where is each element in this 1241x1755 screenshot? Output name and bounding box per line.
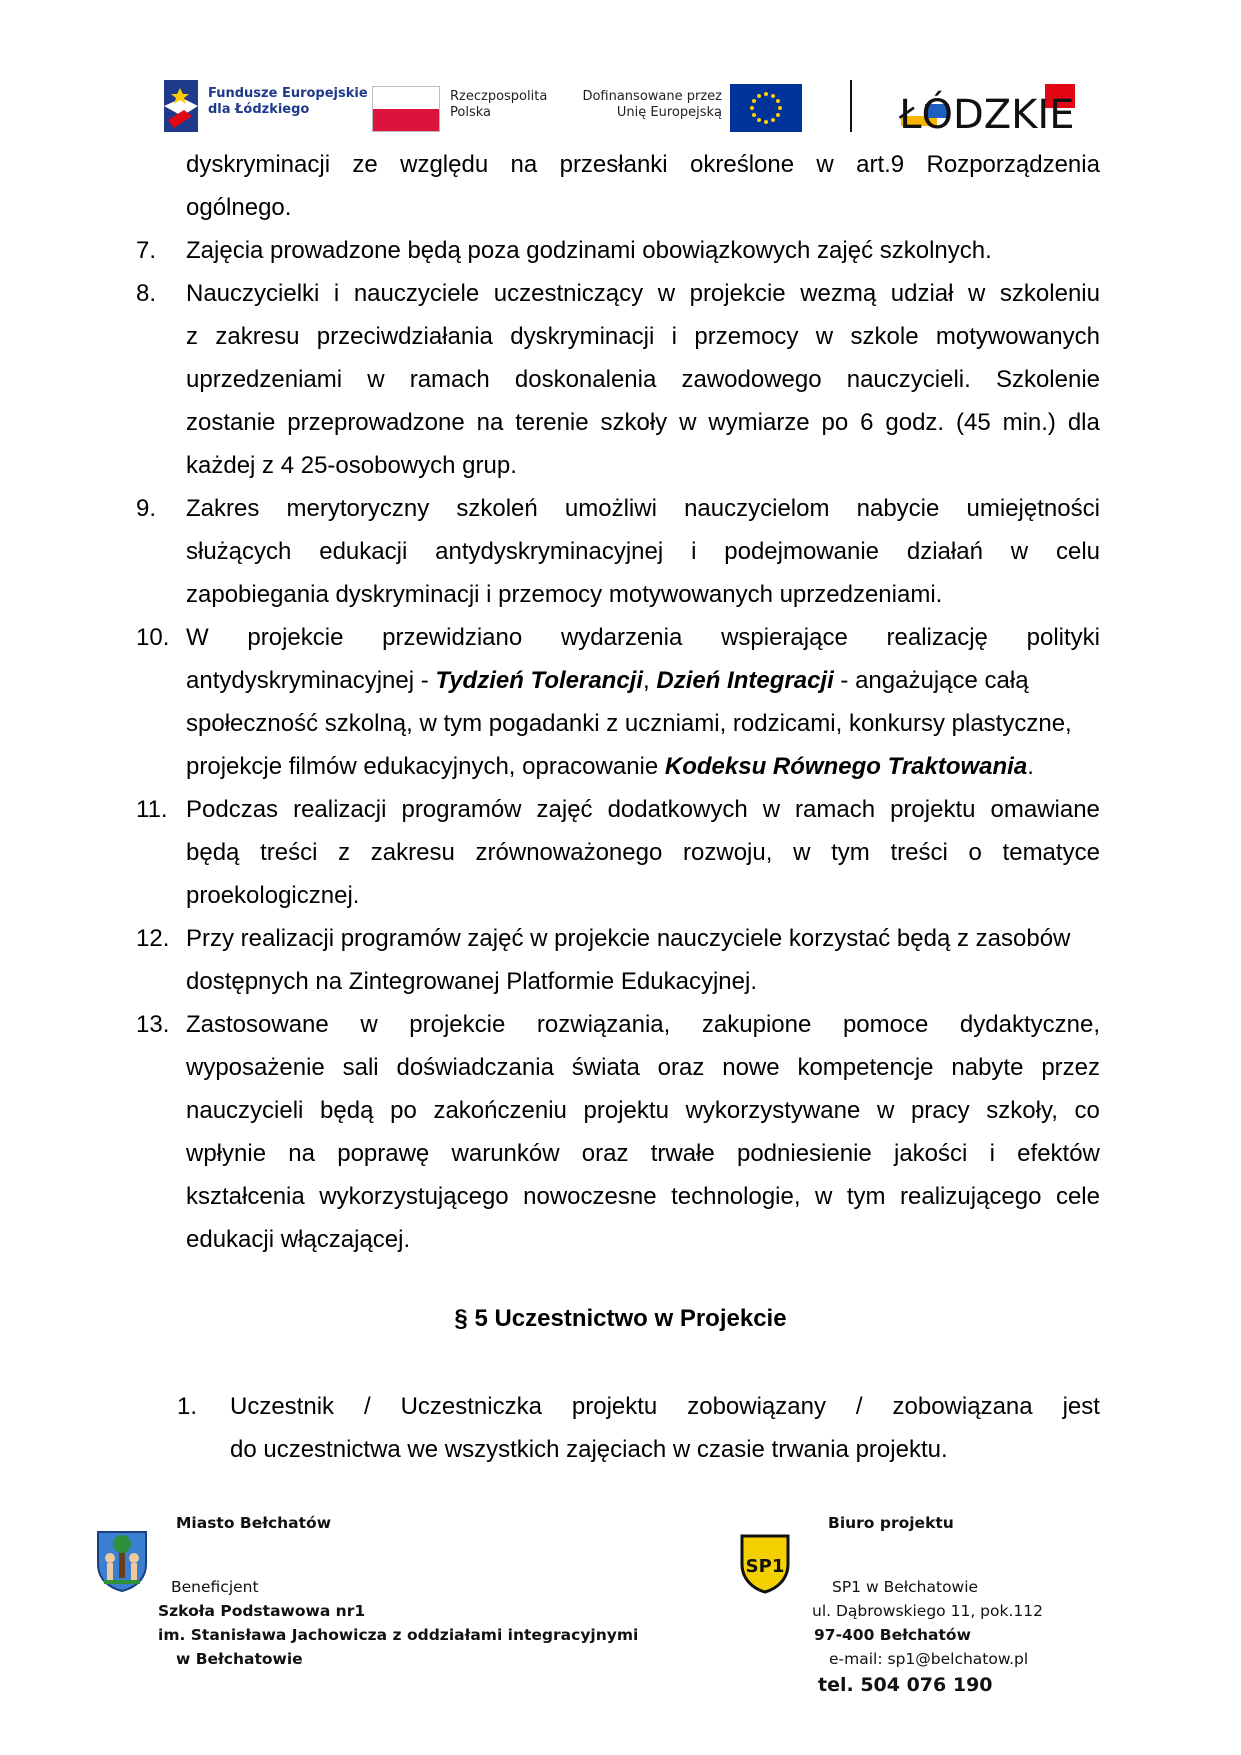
sp1-badge-text: SP1 xyxy=(745,1556,785,1577)
header-logo-strip xyxy=(160,72,1080,142)
section-5-item-1 xyxy=(175,1385,1100,1428)
item-8-line-5: każdej z 4 25-osobowych grup. xyxy=(186,452,517,479)
item-9-line-2: służących edukacji antydyskryminacyjnej i podejmowanie działań w celu xyxy=(186,538,1100,565)
item-11-line-2: będą treści z zakresu zrównoważonego rozwoju, w tym treści o tematyce xyxy=(186,839,1100,866)
item-9-line-3: zapobiegania dyskryminacji i przemocy motywowanych uprzedzeniami. xyxy=(186,581,943,608)
footer-office-phone: tel. 504 076 190 xyxy=(818,1674,993,1696)
european-funds-text xyxy=(208,86,368,118)
list-item-10 xyxy=(130,616,1100,659)
footer-school-name: Szkoła Podstawowa nr1 xyxy=(158,1602,366,1620)
eu-flag xyxy=(730,84,802,132)
item-8-line-2: z zakresu przeciwdziałania dyskryminacji i przemocy w szkole motywowanych xyxy=(186,323,1100,350)
header-divider xyxy=(850,80,852,132)
item-8-line-3: uprzedzeniami w ramach doskonalenia zawodowego nauczycieli. Szkolenie xyxy=(186,366,1100,393)
fe-text-line2: dla Łódzkiego xyxy=(208,102,310,117)
item-13-line-5: kształcenia wykorzystującego nowoczesne technologie, w tym realizującego cele xyxy=(186,1183,1100,1210)
sp1-school-badge-icon xyxy=(740,1534,790,1594)
item-12-line-2: dostępnych na Zintegrowanej Platformie Edukacyjnej. xyxy=(186,968,757,995)
poland-flag xyxy=(372,86,440,132)
item-number: 10. xyxy=(136,624,170,651)
rzeczpospolita-text xyxy=(450,89,547,121)
rp-text-line1: Rzeczpospolita xyxy=(450,89,548,104)
item-text: Przy realizacji programów zajęć w projekcie nauczyciele korzystać będą z zasobów xyxy=(186,925,1071,952)
footer-office-school: SP1 w Bełchatowie xyxy=(832,1578,979,1596)
item-number: 1. xyxy=(177,1393,198,1420)
footer-school-patron: im. Stanisława Jachowicza z oddziałami integracyjnymi xyxy=(158,1626,639,1644)
list-item-11 xyxy=(130,788,1100,831)
section-5-title: § 5 Uczestnictwo w Projekcie xyxy=(454,1305,787,1332)
footer-school-city: w Bełchatowie xyxy=(176,1650,303,1668)
item-number: 11. xyxy=(136,796,168,823)
item-number: 9. xyxy=(136,495,157,522)
section-5-list xyxy=(175,1385,1100,1471)
kodeks-rownego-traktowania: Kodeksu Równego Traktowania xyxy=(664,753,1028,780)
item-10-line-2: antydyskryminacyjnej - Tydzień Tolerancji, Dzień Integracji - angażujące całą xyxy=(186,667,1029,694)
list-item-9 xyxy=(130,487,1100,530)
continuation-line-1 xyxy=(130,143,1100,186)
footer-office-heading: Biuro projektu xyxy=(828,1514,954,1532)
fe-text-line1: Fundusze Europejskie xyxy=(208,86,368,101)
item-text: Zajęcia prowadzone będą poza godzinami obowiązkowych zajęć szkolnych. xyxy=(186,237,992,264)
item-13-line-6: edukacji włączającej. xyxy=(186,1226,411,1253)
item-number: 13. xyxy=(136,1011,170,1038)
footer-city-heading: Miasto Bełchatów xyxy=(176,1514,332,1532)
continuation-words: dyskryminacji ze względu na przesłanki określone w art.9 Rozporządzenia xyxy=(186,151,1100,178)
belchatow-crest-icon xyxy=(96,1530,148,1592)
continuation-line-2: ogólnego. xyxy=(186,194,292,221)
item-number: 8. xyxy=(136,280,157,307)
item-8-line-4: zostanie przeprowadzone na terenie szkoły w wymiarze po 6 godz. (45 min.) dla xyxy=(186,409,1100,436)
eu-text-line1: Dofinansowane przez xyxy=(582,89,722,104)
dzien-integracji: Dzień Integracji xyxy=(656,667,834,694)
item-text: Podczas realizacji programów zajęć dodatkowych w ramach projektu omawiane xyxy=(186,796,1100,823)
eu-text-line2: Unię Europejską xyxy=(616,105,722,120)
item-text: W projekcie przewidziano wydarzenia wspierające realizację polityki xyxy=(186,624,1100,651)
item-13-line-2: wyposażenie sali doświadczania świata oraz nowe kompetencje nabyte przez xyxy=(186,1054,1100,1081)
lodzkie-logo xyxy=(895,78,1085,138)
item-10-line-3: społeczność szkolną, w tym pogadanki z uczniami, rodzicami, konkursy plastyczne, xyxy=(186,710,1072,737)
list-item-13 xyxy=(130,1003,1100,1046)
section-5-item-1-line-2: do uczestnictwa we wszystkich zajęciach w czasie trwania projektu. xyxy=(230,1436,948,1463)
list-item-7 xyxy=(130,229,1100,272)
footer-office-email: e-mail: sp1@belchatow.pl xyxy=(829,1650,1029,1668)
footer-beneficiary-label: Beneficjent xyxy=(171,1578,259,1596)
tydzien-tolerancji: Tydzień Tolerancji xyxy=(435,667,644,694)
footer-office-address: ul. Dąbrowskiego 11, pok.112 xyxy=(812,1602,1043,1620)
item-number: 12. xyxy=(136,925,170,952)
item-text: Uczestnik / Uczestniczka projektu zobowiązany / zobowiązana jest xyxy=(230,1393,1100,1420)
item-text: Nauczycielki i nauczyciele uczestniczący w projekcie wezmą udział w szkoleniu xyxy=(186,280,1100,307)
footer-office-postcode: 97-400 Bełchatów xyxy=(814,1626,971,1644)
list-item-12 xyxy=(130,917,1100,960)
item-11-line-3: proekologicznej. xyxy=(186,882,360,909)
item-text: Zastosowane w projekcie rozwiązania, zakupione pomoce dydaktyczne, xyxy=(186,1011,1100,1038)
item-13-line-4: wpłynie na poprawę warunków oraz trwałe podniesienie jakości i efektów xyxy=(186,1140,1100,1167)
item-text: Zakres merytoryczny szkoleń umożliwi nauczycielom nabycie umiejętności xyxy=(186,495,1100,522)
eu-cofinanced-text xyxy=(578,89,722,121)
item-13-line-3: nauczycieli będą po zakończeniu projektu wykorzystywane w pracy szkoły, co xyxy=(186,1097,1100,1124)
item-number: 7. xyxy=(136,237,157,264)
list-item-8 xyxy=(130,272,1100,315)
rp-text-line2: Polska xyxy=(450,105,491,120)
lodzkie-wordmark: ŁÓDZKIE xyxy=(899,92,1075,138)
regulation-body xyxy=(130,143,1100,1261)
item-10-line-4: projekcje filmów edukacyjnych, opracowanie Kodeksu Równego Traktowania. xyxy=(186,753,1034,780)
